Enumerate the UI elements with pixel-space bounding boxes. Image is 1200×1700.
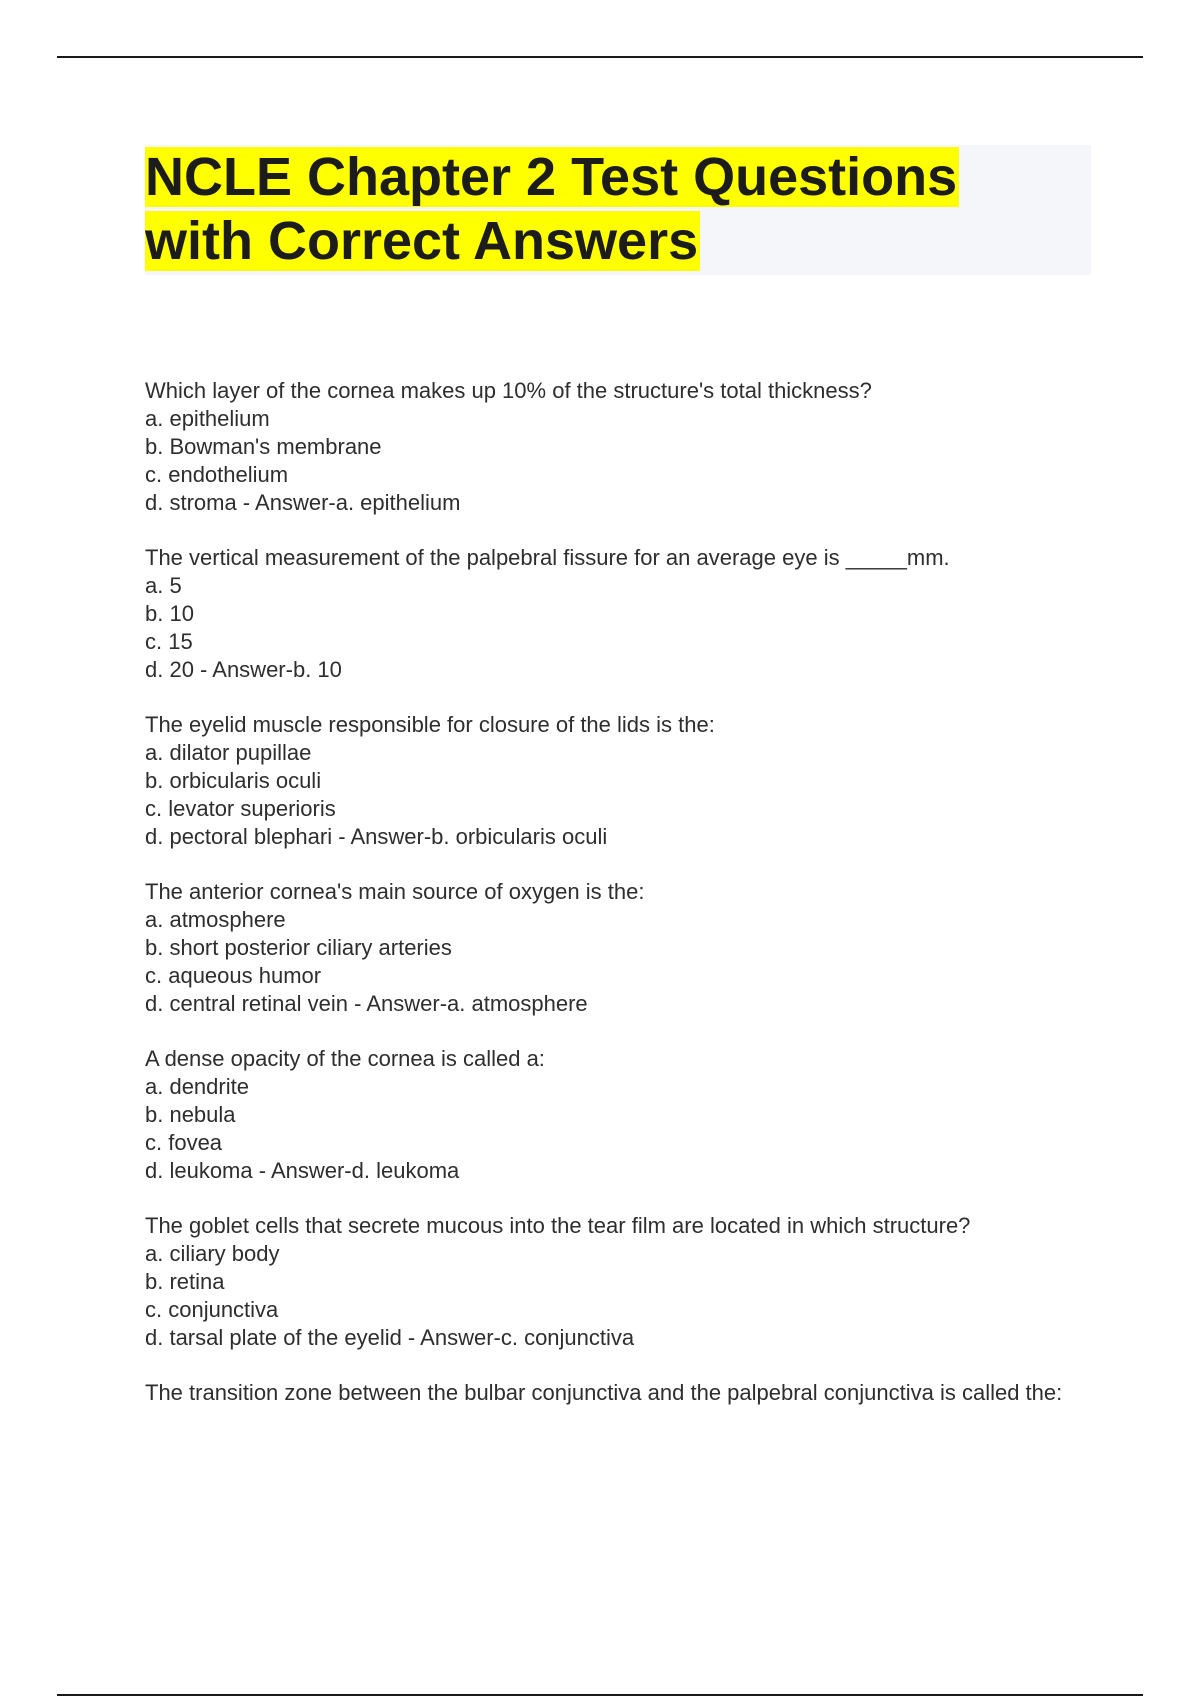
question-stem: The eyelid muscle responsible for closure of the lids is the: [145, 712, 715, 737]
option-b: b. orbicularis oculi [145, 768, 322, 793]
question-stem: The goblet cells that secrete mucous into the tear film are located in which structure? [145, 1213, 971, 1238]
option-b: b. nebula [145, 1102, 236, 1127]
document-title [145, 145, 1091, 273]
question-5 [145, 1045, 1105, 1185]
option-d-answer: d. 20 - Answer-b. 10 [145, 657, 342, 682]
option-c: c. fovea [145, 1130, 223, 1155]
top-rule [57, 56, 1143, 58]
option-d-answer: d. central retinal vein - Answer-a. atmosphere [145, 991, 588, 1016]
option-c: c. 15 [145, 629, 193, 654]
option-b: b. retina [145, 1269, 225, 1294]
question-1 [145, 377, 1105, 517]
option-b: b. 10 [145, 601, 194, 626]
question-stem: The vertical measurement of the palpebral fissure for an average eye is _____mm. [145, 545, 950, 570]
question-4 [145, 878, 1105, 1018]
option-d-answer: d. tarsal plate of the eyelid - Answer-c. conjunctiva [145, 1325, 635, 1350]
option-c: c. conjunctiva [145, 1297, 279, 1322]
question-stem: The transition zone between the bulbar conjunctiva and the palpebral conjunctiva is called the: [145, 1380, 1063, 1405]
option-c: c. aqueous humor [145, 963, 322, 988]
question-stem: Which layer of the cornea makes up 10% of the structure's total thickness? [145, 378, 872, 403]
question-3 [145, 711, 1105, 851]
title-line-1: NCLE Chapter 2 Test Questions [145, 147, 958, 207]
question-6 [145, 1212, 1105, 1352]
option-d-answer: d. leukoma - Answer-d. leukoma [145, 1158, 460, 1183]
question-stem: A dense opacity of the cornea is called a: [145, 1046, 545, 1071]
option-c: c. levator superioris [145, 796, 336, 821]
option-c: c. endothelium [145, 462, 289, 487]
option-d-answer: d. stroma - Answer-a. epithelium [145, 490, 461, 515]
option-a: a. ciliary body [145, 1241, 280, 1266]
option-b: b. short posterior ciliary arteries [145, 935, 452, 960]
option-b: b. Bowman's membrane [145, 434, 382, 459]
question-list [145, 377, 1105, 1434]
question-7 [145, 1379, 1105, 1407]
question-stem: The anterior cornea's main source of oxygen is the: [145, 879, 645, 904]
option-a: a. dilator pupillae [145, 740, 312, 765]
option-d-answer: d. pectoral blephari - Answer-b. orbicularis oculi [145, 824, 608, 849]
bottom-rule [57, 1694, 1143, 1696]
option-a: a. atmosphere [145, 907, 286, 932]
question-2 [145, 544, 1105, 684]
title-block [145, 145, 1091, 275]
option-a: a. 5 [145, 573, 182, 598]
option-a: a. epithelium [145, 406, 270, 431]
option-a: a. dendrite [145, 1074, 249, 1099]
title-line-2: with Correct Answers [145, 211, 699, 271]
